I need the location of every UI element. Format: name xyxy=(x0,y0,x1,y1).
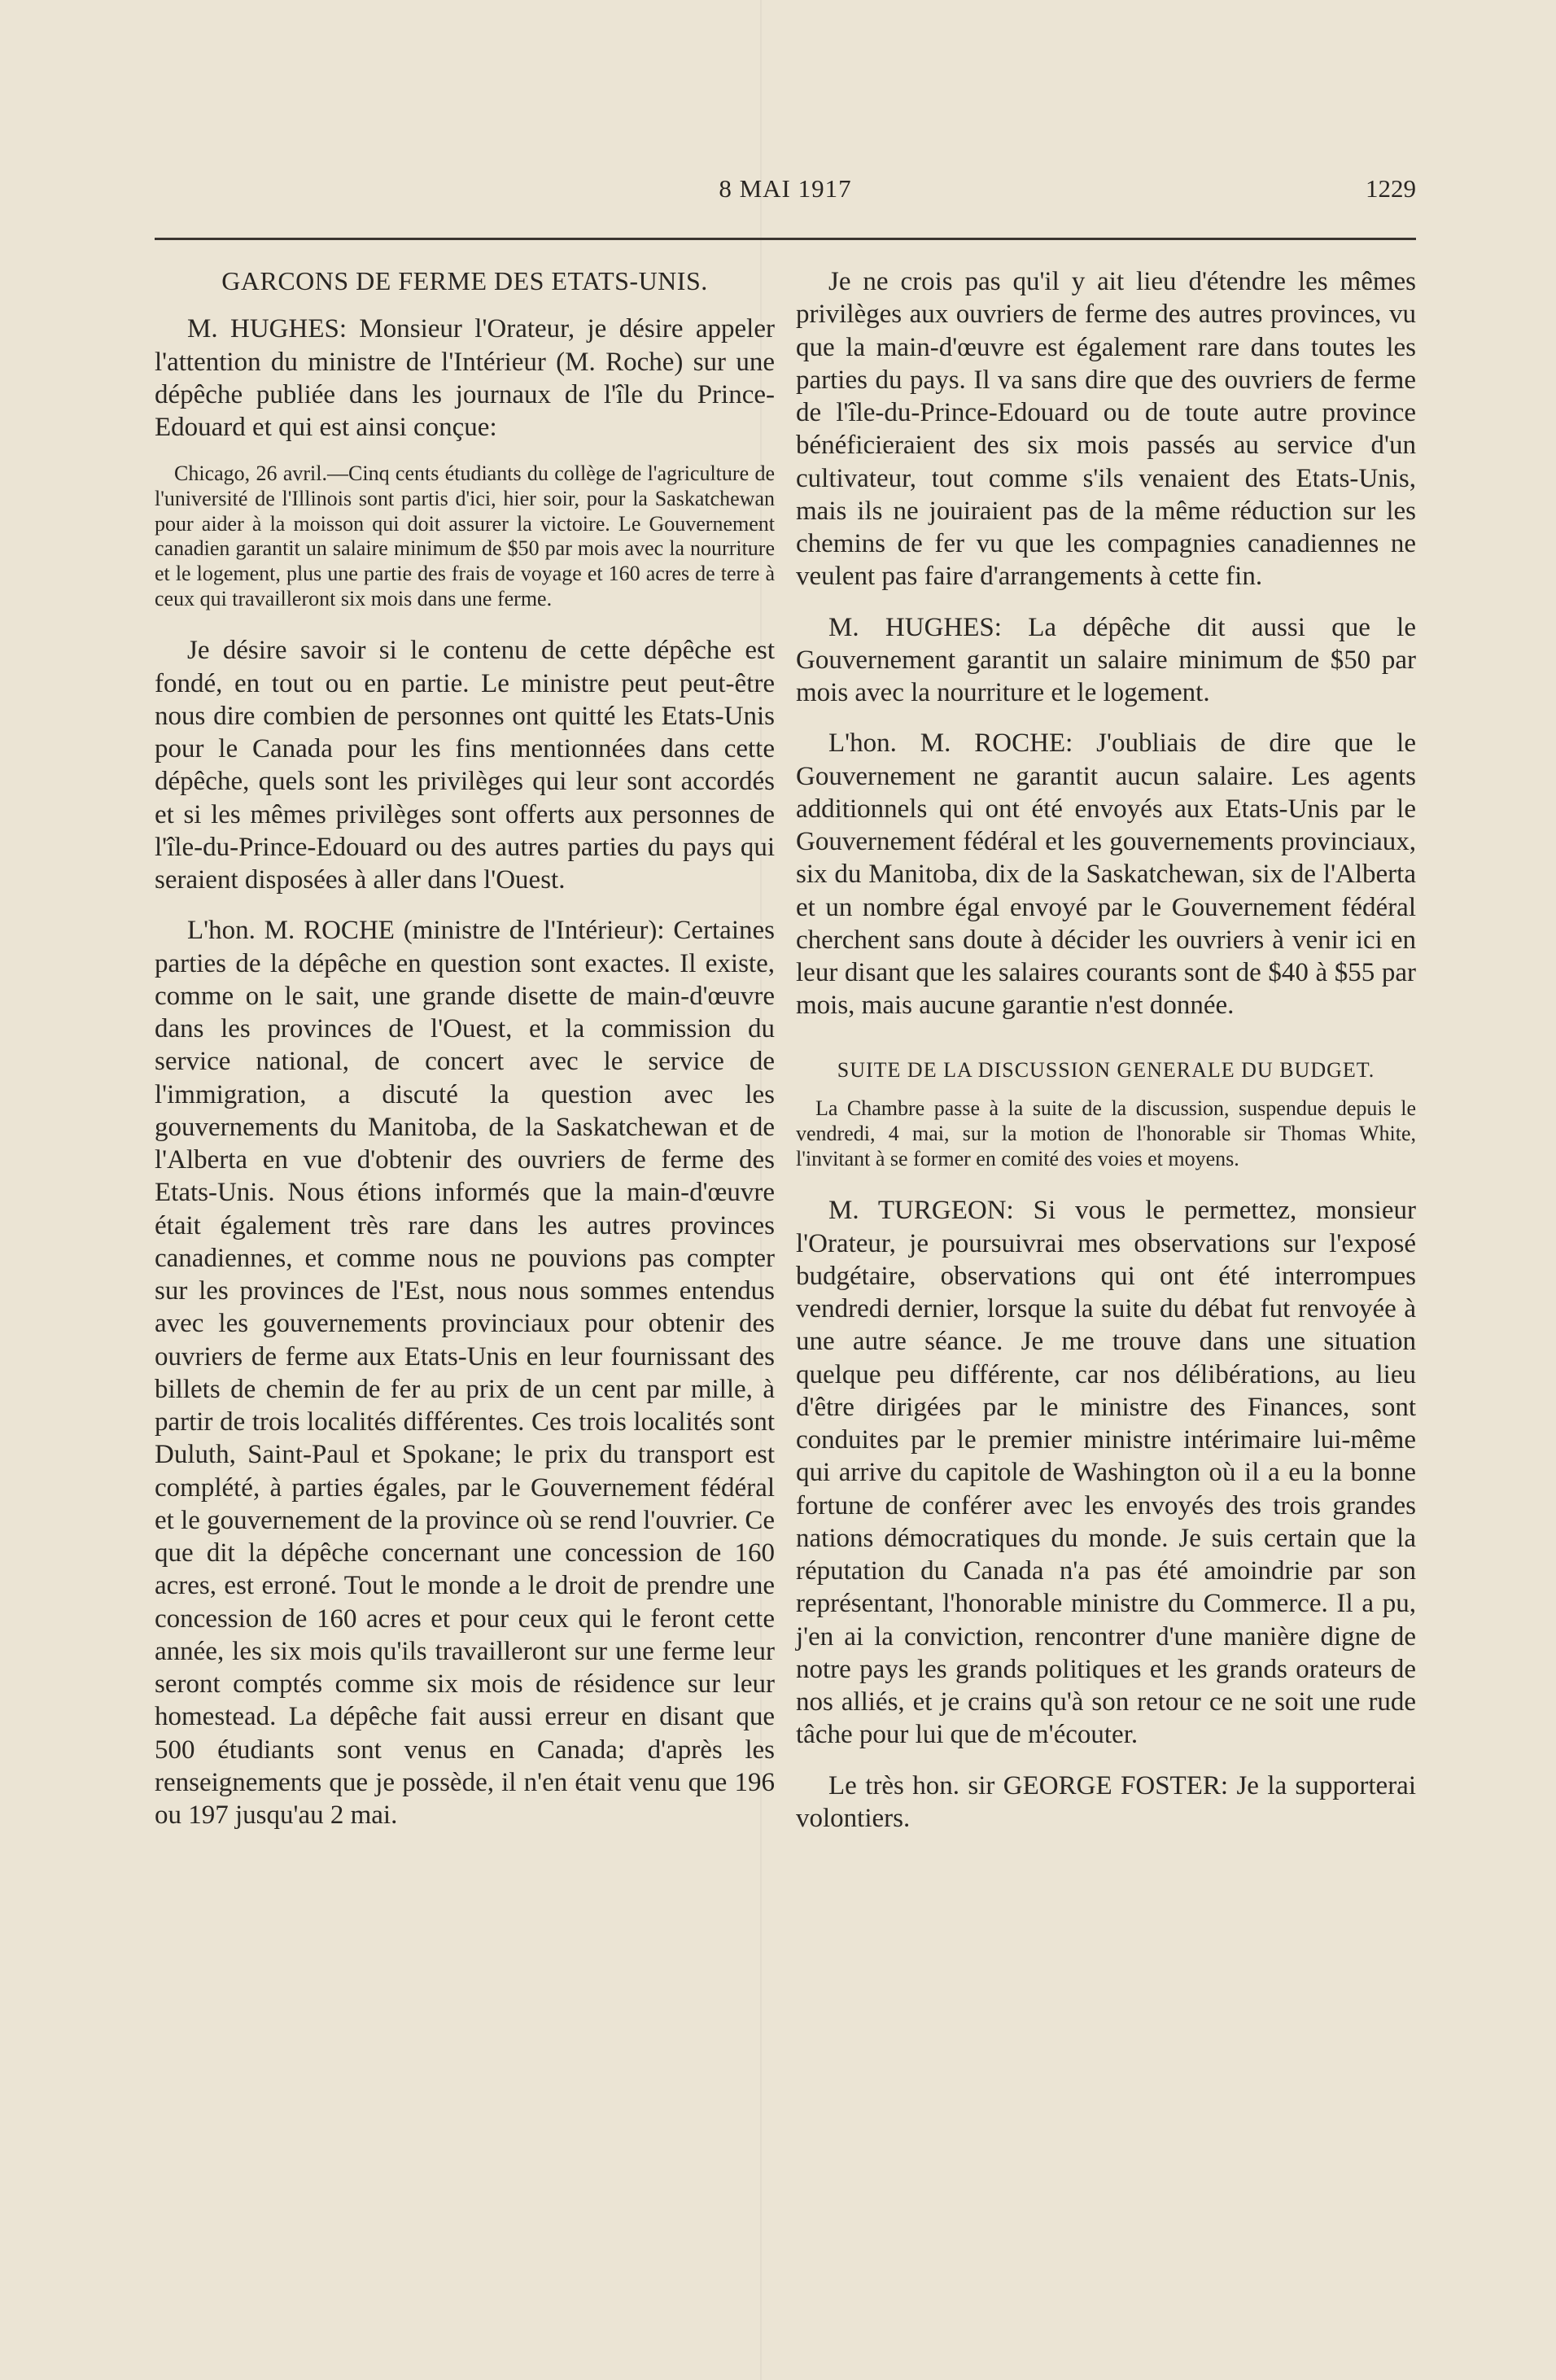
hughes-salary-paragraph: M. HUGHES: La dépêche dit aussi que le Gouvernement garantit un salaire minimum de $50 par mois avec la nourriture et le logement. xyxy=(796,612,1416,707)
hughes-question-paragraph: M. HUGHES: Monsieur l'Orateur, je désire appeler l'attention du ministre de l'Intérieur (M. Roche) sur une dépêche publiée dans les journaux de l'île du Prince-Edouard et qui est ainsi conçue: xyxy=(155,314,775,443)
motion-paragraph: La Chambre passe à la suite de la discussion, suspendue depuis le vendredi, 4 mai, sur la motion de l'honorable sir Thomas White, l'invitant à se former en comité des voies et moyens. xyxy=(796,1096,1416,1170)
hughes-followup-paragraph: Je désire savoir si le contenu de cette dépêche est fondé, en tout ou en partie. Le ministre peut peut-être nous dire combien de personnes ont quitté les Etats-Unis pour le Canada pour les fins mentionnées dans cette dépêche, quels sont les privilèges qui leur sont accordés et si les mêmes privilèges sont offerts aux personnes de l'île-du-Prince-Edouard ou des autres parties du pays qui seraient disposées à aller dans l'Ouest. xyxy=(155,636,775,895)
page-header xyxy=(155,174,1416,215)
turgeon-paragraph: M. TURGEON: Si vous le permettez, monsieur l'Orateur, je poursuivrai mes observations sur l'exposé budgétaire, observations qui ont été interrompues vendredi dernier, lorsque la suite du débat fut renvoyée à une autre séance. Je me trouve dans une situation quelque peu différente, car nos délibérations, au lieu d'être dirigées par le ministre des Finances, sont conduites par le premier ministre intérimaire lui-même qui arrive du capitole de Washington où il a eu la bonne fortune de conférer avec les envoyés des trois grandes nations démocratiques du monde. Je suis certain que la réputation du Canada n'a pas été amoindrie par son représentant, l'honorable ministre du Commerce. Il a pu, j'en ai la conviction, rencontrer d'une manière digne de notre pays les grands politiques et les grands orateurs de nos alliés, et je crains qu'à son retour ce ne soit une rude tâche pour lui que de m'écouter. xyxy=(796,1196,1416,1750)
header-date: 8 MAI 1917 xyxy=(719,174,852,203)
left-column xyxy=(155,265,775,1849)
page-number: 1229 xyxy=(1366,174,1416,203)
right-column xyxy=(796,265,1416,1853)
roche-salary-paragraph: L'hon. M. ROCHE: J'oubliais de dire que le Gouvernement ne garantit aucun salaire. Les agents additionnels qui ont été envoyés aux Etats-Unis par le Gouvernement fédéral et les gouvernements provinciaux, six du Manitoba, dix de la Saskatchewan, six de l'Alberta et un nombre égal envoyé par le Gouvernement fédéral cherchent sans doute à décider les ouvriers à venir ici en leur disant que les salaires courants sont de $40 à $55 par mois, mais aucune garantie n'est donnée. xyxy=(796,728,1416,1021)
section-heading-farm-boys: GARCONS DE FERME DES ETATS-UNIS. xyxy=(221,266,708,295)
roche-continuation-paragraph: Je ne crois pas qu'il y ait lieu d'étendre les mêmes privilèges aux ouvriers de ferme des autres provinces, vu que la main-d'œuvre est également rare dans toutes les parties du pays. Il va sans dire que des ouvriers de ferme de l'île-du-Prince-Edouard ou de toute autre province bénéficieraient des six mois passés au service d'un cultivateur, tout comme s'ils venaient des Etats-Unis, mais ils ne jouiraient pas de la même réduction sur les chemins de fer vu que les compagnies canadiennes ne veulent pas faire d'arrangements à cette fin. xyxy=(796,267,1416,592)
header-rule xyxy=(155,238,1416,240)
roche-answer-paragraph: L'hon. M. ROCHE (ministre de l'Intérieur): Certaines parties de la dépêche en question sont exactes. Il existe, comme on le sait, une grande disette de main-d'œuvre dans les provinces de l'Ouest, et la commission du service national, de concert avec le service de l'immigration, a discuté la question avec les gouvernements du Manitoba, de la Saskatchewan et de l'Alberta en vue d'obtenir des ouvriers de ferme des Etats-Unis. Nous étions informés que la main-d'œuvre était également très rare dans les autres provinces canadiennes, et comme nous ne pouvions pas compter sur les provinces de l'Est, nous nous sommes entendus avec les gouvernements provinciaux pour obtenir des ouvriers de ferme aux Etats-Unis en leur fournissant des billets de chemin de fer au prix de un cent par mille, à partir de trois localités différentes. Ces trois localités sont Duluth, Saint-Paul et Spokane; le prix du transport est complété, à parties égales, par le Gouvernement fédéral et le gouvernement de la province où se rend l'ouvrier. Ce que dit la dépêche concernant une concession de 160 acres, est erroné. Tout le monde a le droit de prendre une concession de 160 acres et pour ceux qui le feront cette année, les six mois qu'ils travailleront sur une ferme leur seront comptés comme six mois de résidence sur leur homestead. La dépêche fait aussi erreur en disant que 500 étudiants sont venus en Canada; d'après les renseignements que je possède, il n'en était venu que 196 ou 197 jusqu'au 2 mai. xyxy=(155,916,775,1831)
quoted-dispatch: Chicago, 26 avril.—Cinq cents étudiants du collège de l'agriculture de l'université de l'Illinois sont partis d'ici, hier soir, pour la Saskatchewan pour aider à la moisson qui doit assurer la victoire. Le Gouvernement canadien garantit un salaire minimum de $50 par mois avec la nourriture et le logement, plus une partie des frais de voyage et 160 acres de terre à ceux qui travailleront six mois dans une ferme. xyxy=(155,462,775,610)
foster-paragraph: Le très hon. sir GEORGE FOSTER: Je la supporterai volontiers. xyxy=(796,1770,1416,1833)
section-heading-budget: SUITE DE LA DISCUSSION GENERALE DU BUDGET. xyxy=(837,1057,1375,1082)
